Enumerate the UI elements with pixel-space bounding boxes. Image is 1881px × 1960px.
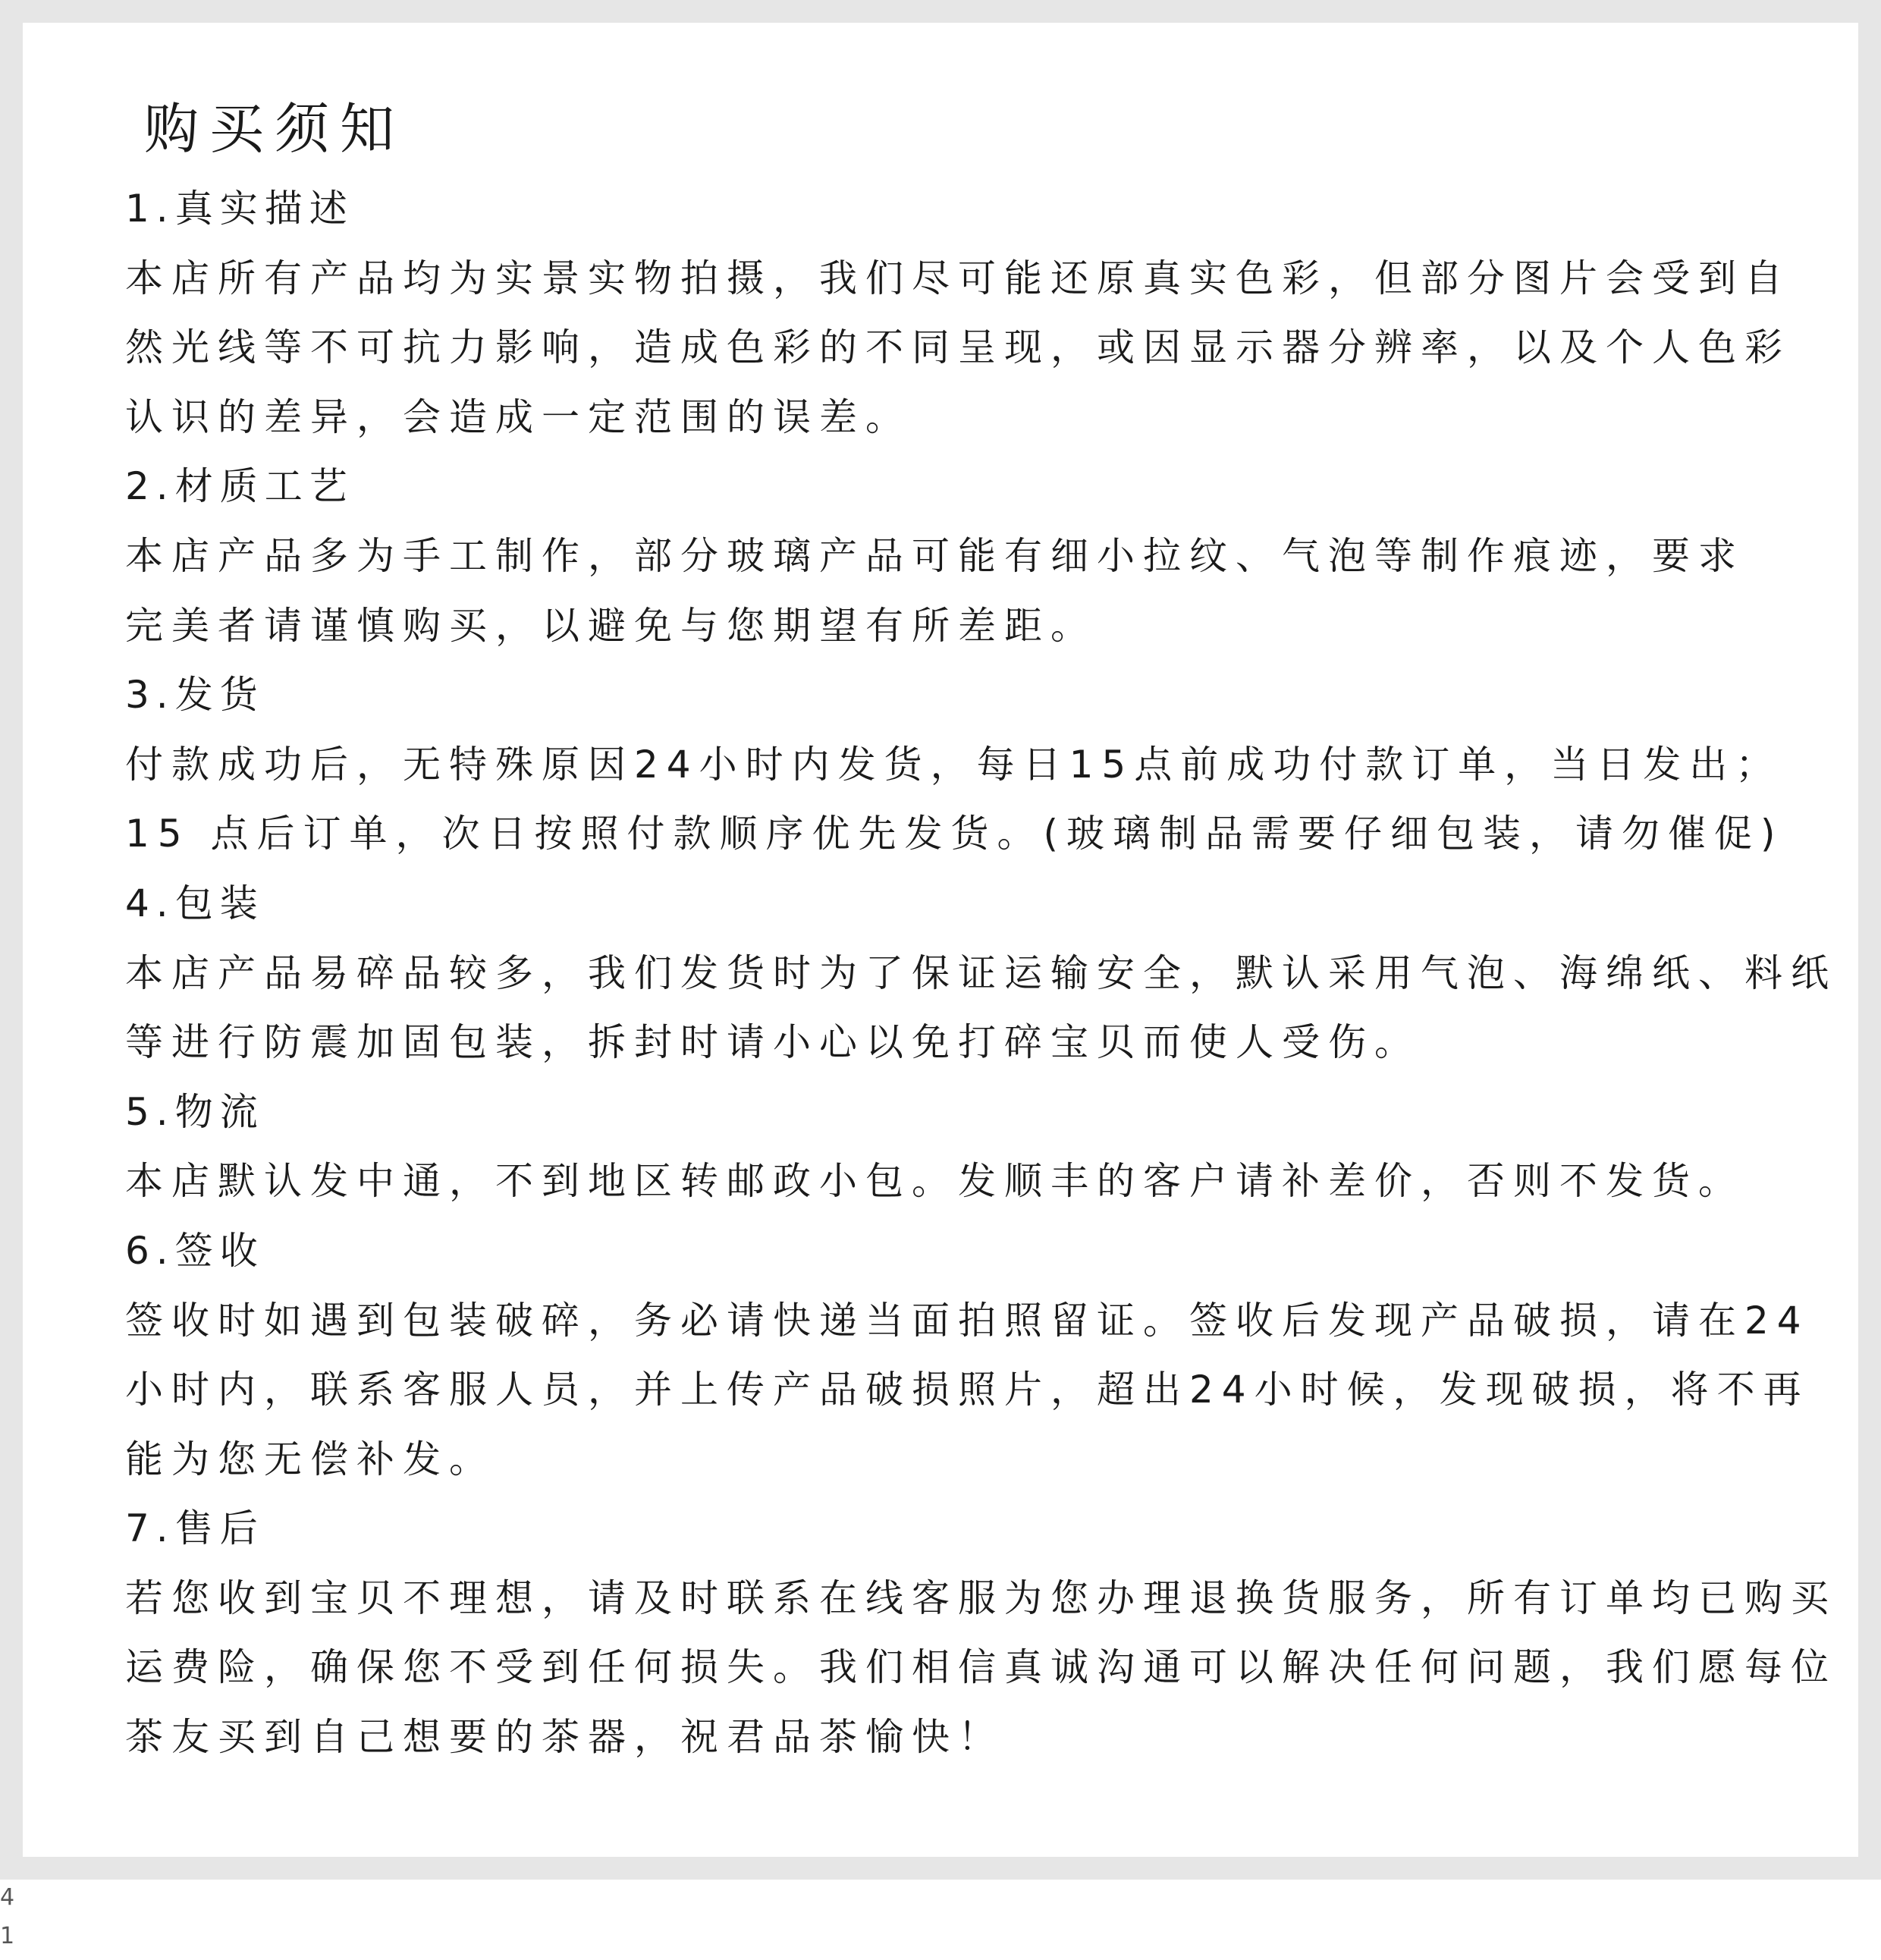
section-heading: 5.物流 xyxy=(125,1089,265,1134)
section-text-line: 茶友买到自己想要的茶器，祝君品茶愉快！ xyxy=(125,1715,1004,1760)
footer-mark: 4 xyxy=(0,1884,15,1911)
section-heading: 3.发货 xyxy=(125,673,265,718)
section-text-line: 运费险，确保您不受到任何损失。我们相信真诚沟通可以解决任何问题，我们愿每位 xyxy=(125,1645,1837,1690)
page-title: 购买须知 xyxy=(144,97,406,161)
section-text-line: 本店产品易碎品较多，我们发货时为了保证运输安全，默认采用气泡、海绵纸、料纸 xyxy=(125,950,1837,995)
section-text-line: 签收时如遇到包装破碎，务必请快递当面拍照留证。签收后发现产品破损，请在24 xyxy=(125,1298,1810,1343)
section-heading: 1.真实描述 xyxy=(125,187,354,231)
section-text-line: 认识的差异，会造成一定范围的误差。 xyxy=(125,394,912,439)
section-text-line: 本店所有产品均为实景实物拍摄，我们尽可能还原真实色彩，但部分图片会受到自 xyxy=(125,256,1791,300)
section-heading: 6.签收 xyxy=(125,1228,265,1273)
section-text-line: 然光线等不可抗力影响，造成色彩的不同呈现，或因显示器分辨率，以及个人色彩 xyxy=(125,325,1791,370)
section-text-line: 本店产品多为手工制作，部分玻璃产品可能有细小拉纹、气泡等制作痕迹，要求 xyxy=(125,533,1744,578)
section-text-line: 15 点后订单，次日按照付款顺序优先发货。(玻璃制品需要仔细包装，请勿催促) xyxy=(125,812,1784,856)
section-text-line: 小时内，联系客服人员，并上传产品破损照片，超出24小时候，发现破损，将不再 xyxy=(125,1368,1810,1412)
footer-mark: 1 xyxy=(0,1923,15,1949)
section-heading: 2.材质工艺 xyxy=(125,464,354,509)
section-text-line: 完美者请谨慎购买，以避免与您期望有所差距。 xyxy=(125,603,1097,648)
notice-content xyxy=(125,174,1837,1773)
section-heading: 7.售后 xyxy=(125,1506,265,1551)
section-text-line: 能为您无偿补发。 xyxy=(125,1437,495,1481)
section-heading: 4.包装 xyxy=(125,881,265,925)
section-text-line: 本店默认发中通，不到地区转邮政小包。发顺丰的客户请补差价，否则不发货。 xyxy=(125,1159,1744,1204)
section-text-line: 付款成功后，无特殊原因24小时内发货，每日15点前成功付款订单，当日发出； xyxy=(125,742,1782,787)
section-text-line: 等进行防震加固包装，拆封时请小心以免打碎宝贝而使人受伤。 xyxy=(125,1020,1421,1065)
section-text-line: 若您收到宝贝不理想，请及时联系在线客服为您办理退换货服务，所有订单均已购买 xyxy=(125,1575,1837,1620)
